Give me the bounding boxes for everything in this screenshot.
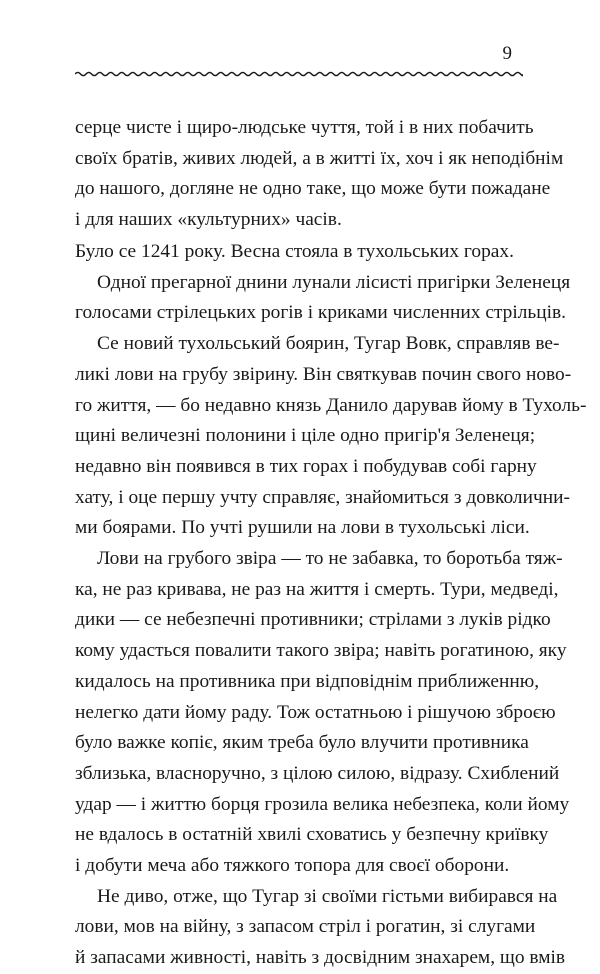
paragraph-2-line: голосами стрілецьких рогів і криками численних стрільців. bbox=[75, 302, 567, 324]
paragraph-4-line: було важке копіє, яким треба було влучити противника bbox=[75, 732, 529, 754]
paragraph-5-line: Не диво, отже, що Тугар зі своїми гістьми вибирався на bbox=[97, 885, 558, 907]
paragraph-3-line: ликі лови на грубу звірину. Він святкував почин свого ново- bbox=[75, 363, 572, 385]
paragraph-4-line: нелегко дати йому раду. Тож остатньою і рішучою зброєю bbox=[75, 701, 556, 723]
paragraph-4-line: Лови на грубого звіра — то не забавка, то боротьба тяж- bbox=[97, 548, 563, 570]
paragraph-3-line: недавно він появився в тих горах і побудував собі гарну bbox=[75, 455, 537, 477]
paragraph-4-line: ка, не раз кривава, не раз на життя і смерть. Тури, медведі, bbox=[75, 578, 559, 600]
text-line: до нашого, догляне не одно таке, що може бути пожадане bbox=[75, 178, 551, 200]
paragraph-4-line: не вдалось в остатній хвилі сховатись у безпечну криївку bbox=[75, 824, 549, 846]
paragraph-4-line: і добути меча або тяжкого топора для своєї оборони. bbox=[75, 855, 510, 877]
text-line: своїх братів, живих людей, а в житті їх, хоч і як неподібнім bbox=[75, 147, 564, 169]
page-number: 9 bbox=[502, 43, 512, 64]
paragraph-5-line: й запасами живності, навіть з досвідним знахарем, що вмів bbox=[75, 947, 566, 969]
paragraph-4-line: зблизька, власноручно, з цілою силою, відразу. Схиблений bbox=[75, 762, 560, 784]
paragraph-4-line: кому удасться повалити такого звіра; навіть рогатиною, яку bbox=[75, 640, 567, 662]
paragraph-4-line: кидалось на противника при відповіднім приближенню, bbox=[75, 670, 540, 692]
intro-paragraph bbox=[75, 113, 564, 236]
paragraph-4-line: дики — се небезпечні противники; стрілами з луків рідко bbox=[75, 609, 551, 631]
text-line: серце чисте і щиро-людське чуття, той і в них побачить bbox=[75, 117, 534, 138]
paragraph-3-line: Се новий тухольський боярин, Тугар Вовк, справляв ве- bbox=[97, 333, 560, 355]
paragraph-5-line: лови, мов на війну, з запасом стріл і рогатин, зі слугами bbox=[75, 916, 536, 938]
paragraph-2-line: Одної прегарної днини лунали лісисті пригірки Зеленеця bbox=[97, 271, 571, 293]
paragraph-4-line: удар — і життю борця грозила велика небезпека, коли йому bbox=[75, 793, 570, 815]
text-line: і для наших «культурних» часів. bbox=[75, 209, 342, 231]
wavy-divider-ornament bbox=[75, 66, 523, 82]
paragraph-1-line: Було се 1241 року. Весна стояла в тухольських горах. bbox=[75, 241, 514, 262]
paragraph-3-line: го життя, — бо недавно князь Данило дарував йому в Тухоль- bbox=[75, 394, 587, 416]
main-text bbox=[75, 237, 587, 974]
paragraph-3-line: ми боярами. По учті рушили на лови в тухольські ліси. bbox=[75, 517, 530, 539]
paragraph-3-line: щині величезні полонини і ціле одно пригір'я Зеленеця; bbox=[75, 425, 536, 447]
paragraph-3-line: хату, і оце першу учту справляє, знайомиться з довколични- bbox=[75, 486, 570, 508]
